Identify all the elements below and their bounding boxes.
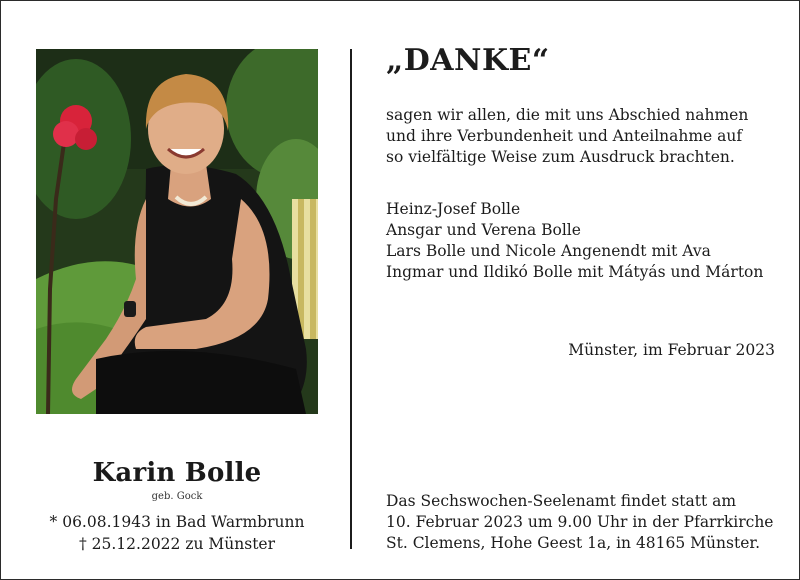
family-list <box>386 199 781 283</box>
service-line: Das Sechswochen-Seelenamt findet statt am <box>386 492 737 510</box>
service-line: 10. Februar 2023 um 9.00 Uhr in der Pfarrkirche <box>386 513 774 531</box>
birth-line: * 06.08.1943 in Bad Warmbrunn <box>49 513 305 531</box>
death-line: † 25.12.2022 zu Münster <box>78 535 276 553</box>
deceased-name: Karin Bolle <box>92 458 262 488</box>
thanks-line: so vielfältige Weise zum Ausdruck brachten. <box>386 148 735 166</box>
service-info <box>386 491 781 554</box>
family-member: Lars Bolle und Nicole Angenendt mit Ava <box>386 242 711 260</box>
vertical-divider <box>350 49 352 549</box>
portrait-photo <box>36 49 318 414</box>
place-date: Münster, im Februar 2023 <box>568 341 775 359</box>
notice-title: „DANKE“ <box>386 43 550 78</box>
thanks-line: und ihre Verbundenheit und Anteilnahme auf <box>386 127 743 145</box>
family-member: Heinz-Josef Bolle <box>386 200 521 218</box>
service-line: St. Clemens, Hohe Geest 1a, in 48165 Münster. <box>386 534 761 552</box>
maiden-name: geb. Gock <box>151 491 203 502</box>
family-member: Ingmar und Ildikó Bolle mit Mátyás und Márton <box>386 263 764 281</box>
family-member: Ansgar und Verena Bolle <box>386 221 581 239</box>
thanks-paragraph <box>386 105 781 168</box>
thanks-line: sagen wir allen, die mit uns Abschied nahmen <box>386 106 749 124</box>
life-dates <box>36 511 318 555</box>
